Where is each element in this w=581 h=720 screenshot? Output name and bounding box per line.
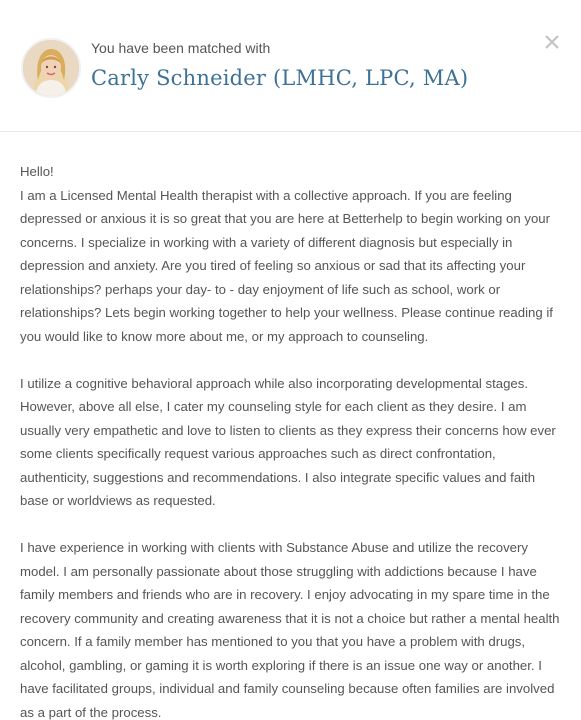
bio-paragraph-2: I utilize a cognitive behavioral approach while also incorporating developmental stages. However, above all else, I cater my counseling style for each client as they desire. I am usually very empathetic and love to listen to clients as they express their concerns how ever some clients specifically request various approaches such as direct confrontation, authenticity, suggestions and recommendations. I also integrate specific values and faith base or worldviews as requested. [20,375,556,508]
therapist-bio [20,160,565,720]
bio-paragraph-3: I have experience in working with clients with Substance Abuse and utilize the recovery model. I am personally passionate about those struggling with addictions because I have family members and friends who are in recovery. I enjoy advocating in my spare time in the recovery community and creating awareness that it is not a choice but rather a mental health concern. If a family member has mentioned to you that you have a problem with drugs, alcohol, gambling, or gaming it is worth exploring if there is an issue one way or another. I have facilitated groups, individual and family counseling because often families are involved as a part of the process. [20,540,560,720]
close-icon[interactable] [540,30,564,54]
therapist-name: Carly Schneider (LMHC, LPC, MA) [91,66,469,90]
therapist-avatar [21,38,81,98]
match-subtitle: You have been matched with [91,40,271,56]
close-button[interactable] [540,30,564,54]
bio-paragraph-1: Hello! I am a Licensed Mental Health therapist with a collective approach. If you are feeling depressed or anxious it is so great that you are here at Betterhelp to begin working on your concerns. I specialize in working with a variety of different diagnosis but especially in depression and anxiety. Are you tired of feeling so anxious or sad that its affecting your relationships? perhaps your day- to - day enjoyment of life such as school, work or relationships? Lets begin working together to help your wellness. Please continue reading if you would like to know more about me, or my approach to counseling. [20,164,553,344]
match-header [0,0,581,132]
